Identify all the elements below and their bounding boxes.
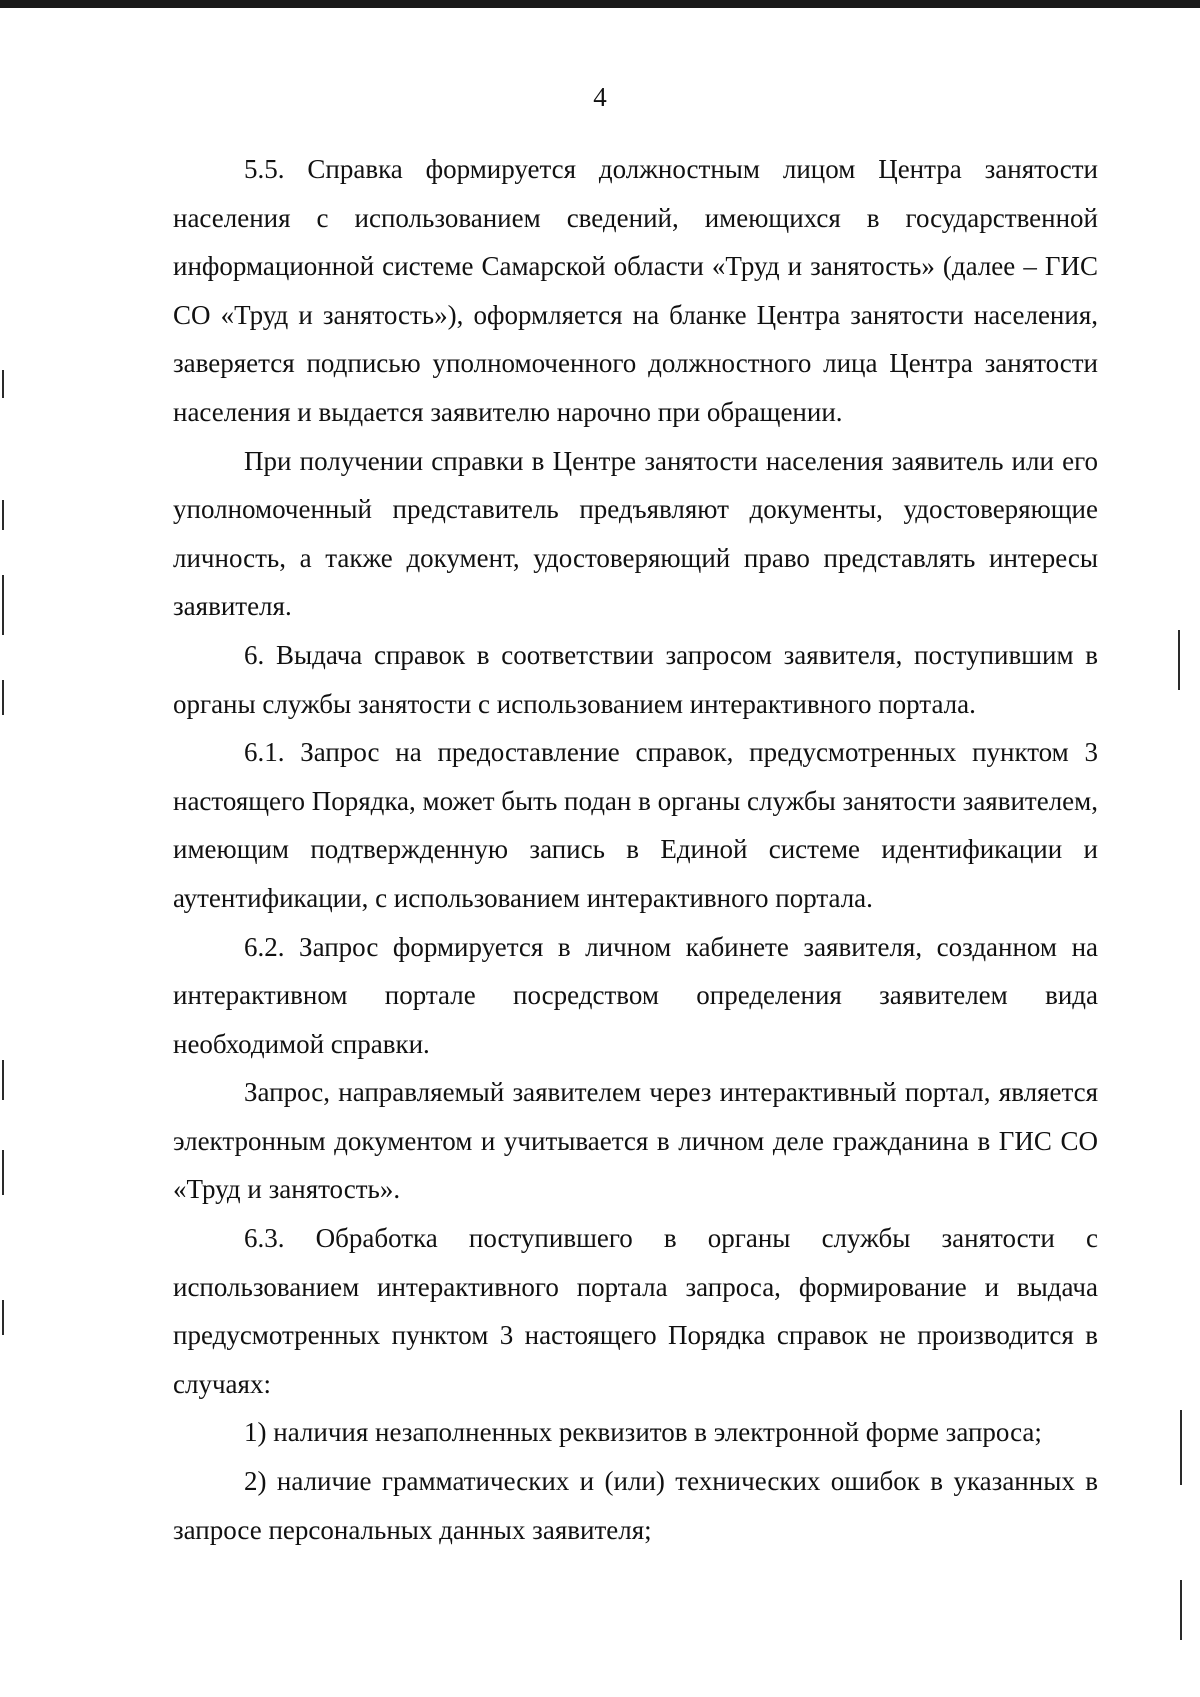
scan-margin-mark	[2, 1150, 4, 1195]
list-item-2: 2) наличие грамматических и (или) технических ошибок в указанных в запросе персональных данных заявителя;	[173, 1466, 1098, 1545]
paragraph-receipt: При получении справки в Центре занятости населения заявитель или его уполномоченный представитель предъявляют документы, удостоверяющие личность, а также документ, удостоверяющий право представлять интересы заявителя.	[173, 445, 1098, 622]
paragraph-6-1: 6.1. Запрос на предоставление справок, предусмотренных пунктом 3 настоящего Порядка, может быть подан в органы службы занятости заявителем, имеющим подтвержденную запись в Единой системе идентификации и аутентификации, с использованием интерактивного портала.	[173, 737, 1099, 913]
scan-margin-mark	[2, 370, 4, 398]
paragraph-6-2: 6.2. Запрос формируется в личном кабинете заявителя, созданном на интерактивном портале посредством определения заявителем вида необходимой справки.	[173, 931, 1098, 1059]
scan-margin-mark	[2, 1300, 4, 1335]
scan-margin-mark	[2, 575, 4, 635]
list-item-1: 1) наличия незаполненных реквизитов в электронной форме запроса;	[244, 1417, 1042, 1448]
scan-margin-mark	[2, 1060, 4, 1100]
page-number: 4	[593, 82, 607, 112]
paragraph-6-3: 6.3. Обработка поступившего в органы службы занятости с использованием интерактивного портала запроса, формирование и выдача предусмотренных пунктом 3 настоящего Порядка справок не производится в случаях:	[173, 1223, 1098, 1399]
scan-margin-mark	[2, 680, 4, 715]
paragraph-6: 6. Выдача справок в соответствии запросом заявителя, поступившим в органы службы занятости с использованием интерактивного портала.	[173, 639, 1098, 719]
paragraph-request: Запрос, направляемый заявителем через интерактивный портал, является электронным документом и учитывается в личном деле гражданина в ГИС СО «Труд и занятость».	[173, 1077, 1098, 1205]
scan-top-edge	[0, 0, 1200, 8]
scan-margin-mark	[2, 500, 4, 530]
document-body	[173, 145, 1098, 1554]
paragraph-5-5: 5.5. Справка формируется должностным лицом Центра занятости населения с использованием сведений, имеющихся в государственной информационной системе Самарской области «Труд и занятость» (далее – ГИС СО «Труд и занятость»), оформляется на бланке Центра занятости населения, заверяется подписью уполномоченного должностного лица Центра занятости населения и выдается заявителю нарочно при обращении.	[173, 154, 1098, 427]
scan-margin-mark	[1178, 630, 1180, 690]
scan-margin-mark	[1180, 1580, 1182, 1640]
scan-margin-mark	[1180, 1410, 1182, 1485]
